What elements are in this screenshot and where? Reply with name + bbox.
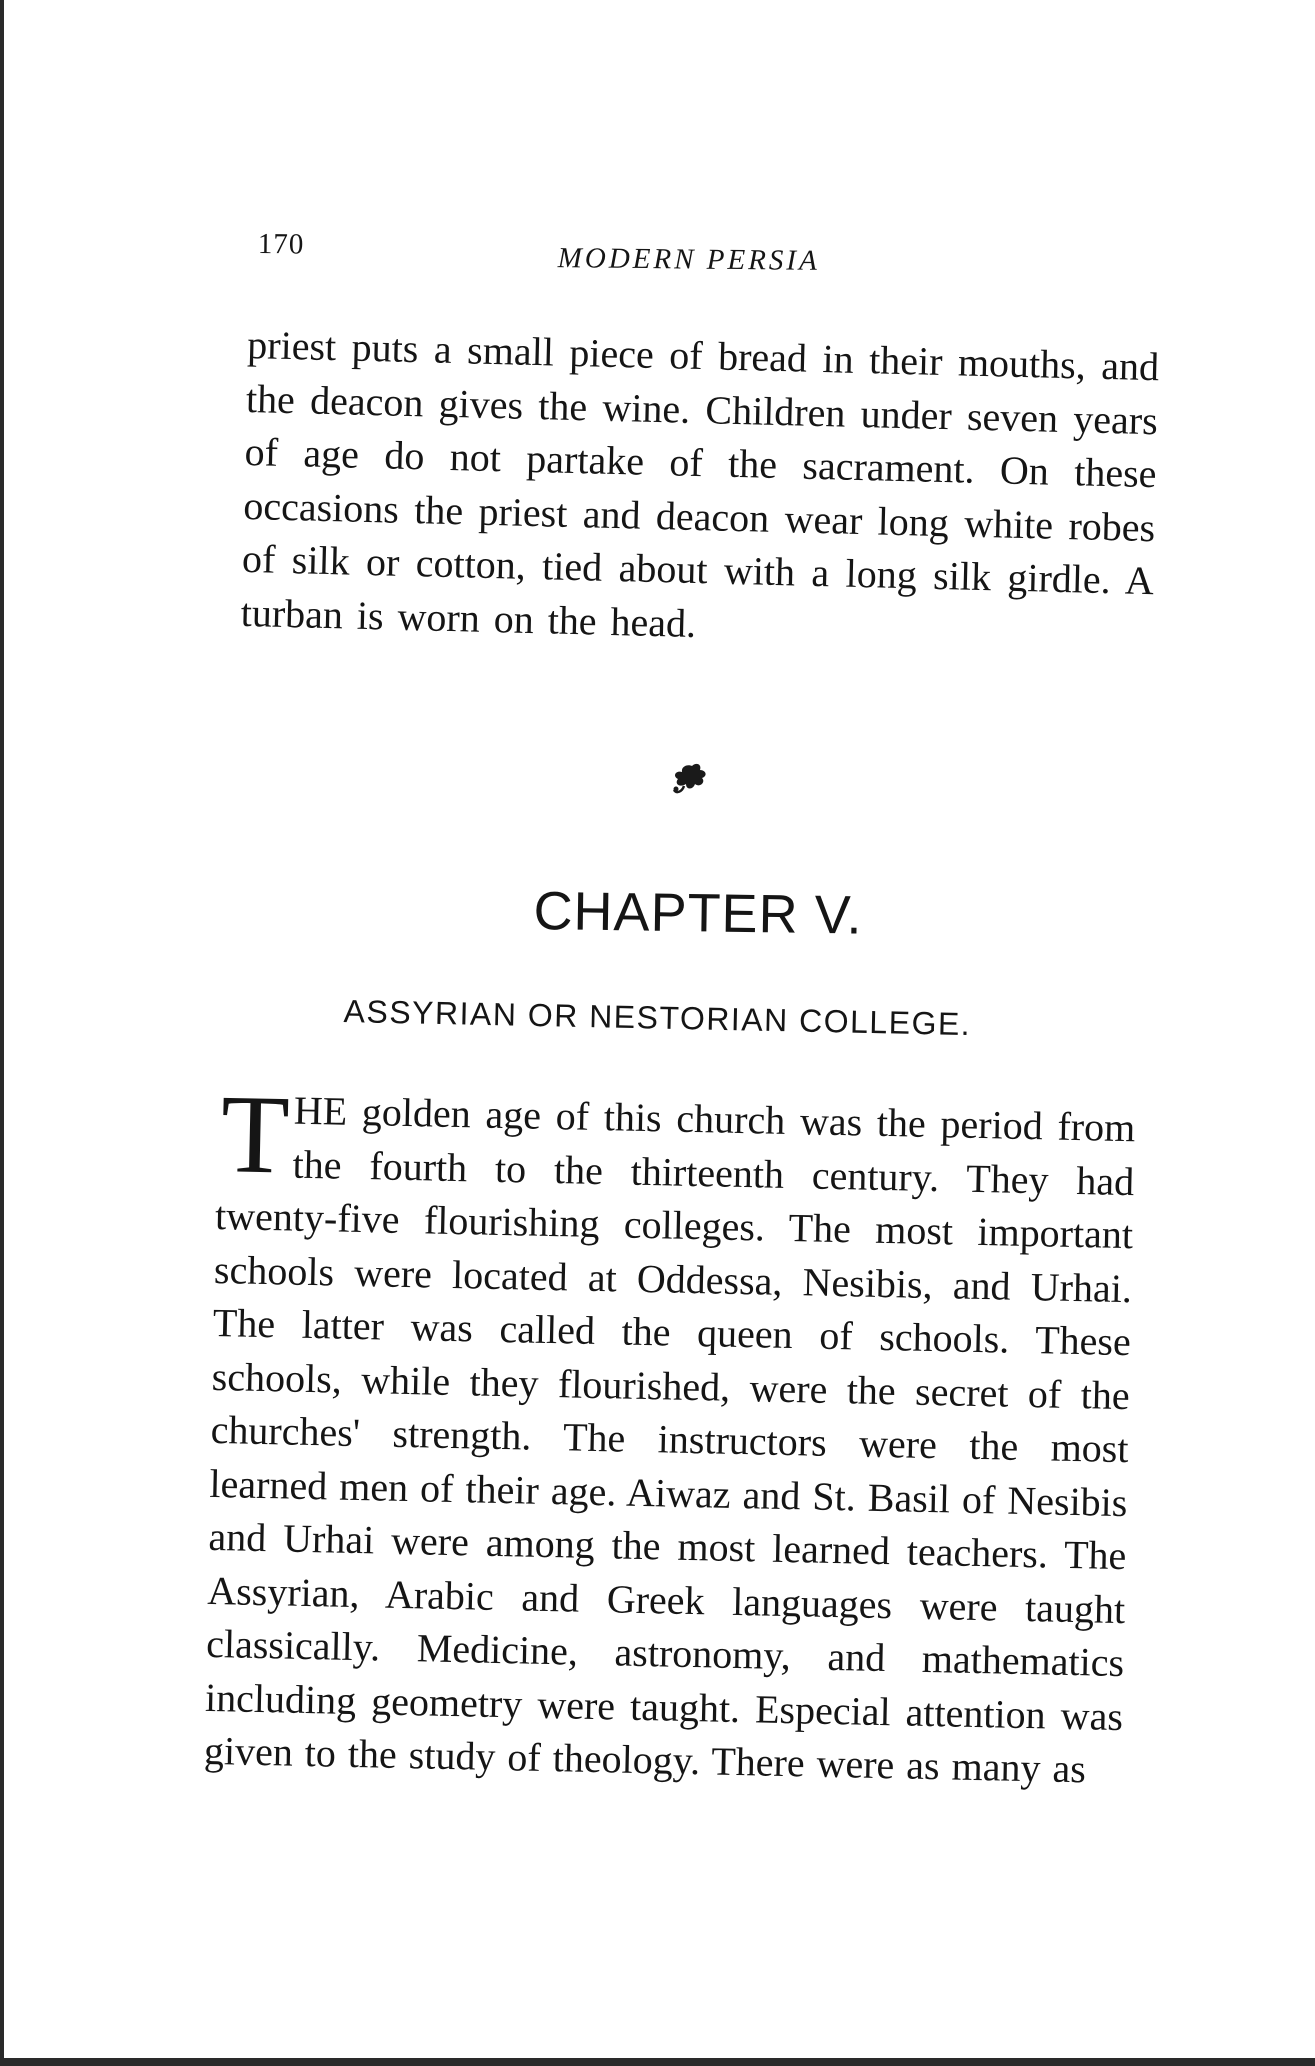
drop-cap: T — [219, 1072, 291, 1198]
page-bottom-edge — [0, 2058, 1315, 2066]
continued-paragraph: priest puts a small piece of bread in their mouths, and the deacon gives the wine. Children under seven years of age do not partake of the sacrament. On these occasions the priest and deacon wear long white robes of silk or cotton, tied about with a long silk girdle. A turban is worn on the head. — [240, 321, 1160, 646]
chapter-title: CHAPTER V. — [533, 880, 864, 946]
page-edge — [0, 0, 4, 2066]
chapter-body-text: HE golden age of this church was the period from the fourth to the thirteenth century. They had twenty-five flourishing colleges. The most important schools were located at Oddessa, Nesibis, and Urhai. The latter was called the queen of schools. These schools, while they flourished, were the secret of the churches' strength. The instructors were the most learned men of their age. Aiwaz and St. Basil of Nesibis and Urhai were among the most learned teachers. The Assyrian, Arabic and Greek languages were taught classically. Medicine, astronomy, and mathematics including geometry were taught. Especial attention was given to the study of theology. There were as many as — [203, 1087, 1136, 1792]
running-title: MODERN PERSIA — [557, 242, 820, 277]
fleuron-icon — [672, 762, 708, 796]
running-head — [257, 228, 864, 277]
chapter-subtitle: ASSYRIAN OR NESTORIAN COLLEGE. — [343, 993, 972, 1043]
page-number: 170 — [257, 228, 305, 261]
chapter-body-paragraph — [203, 1072, 1136, 1797]
